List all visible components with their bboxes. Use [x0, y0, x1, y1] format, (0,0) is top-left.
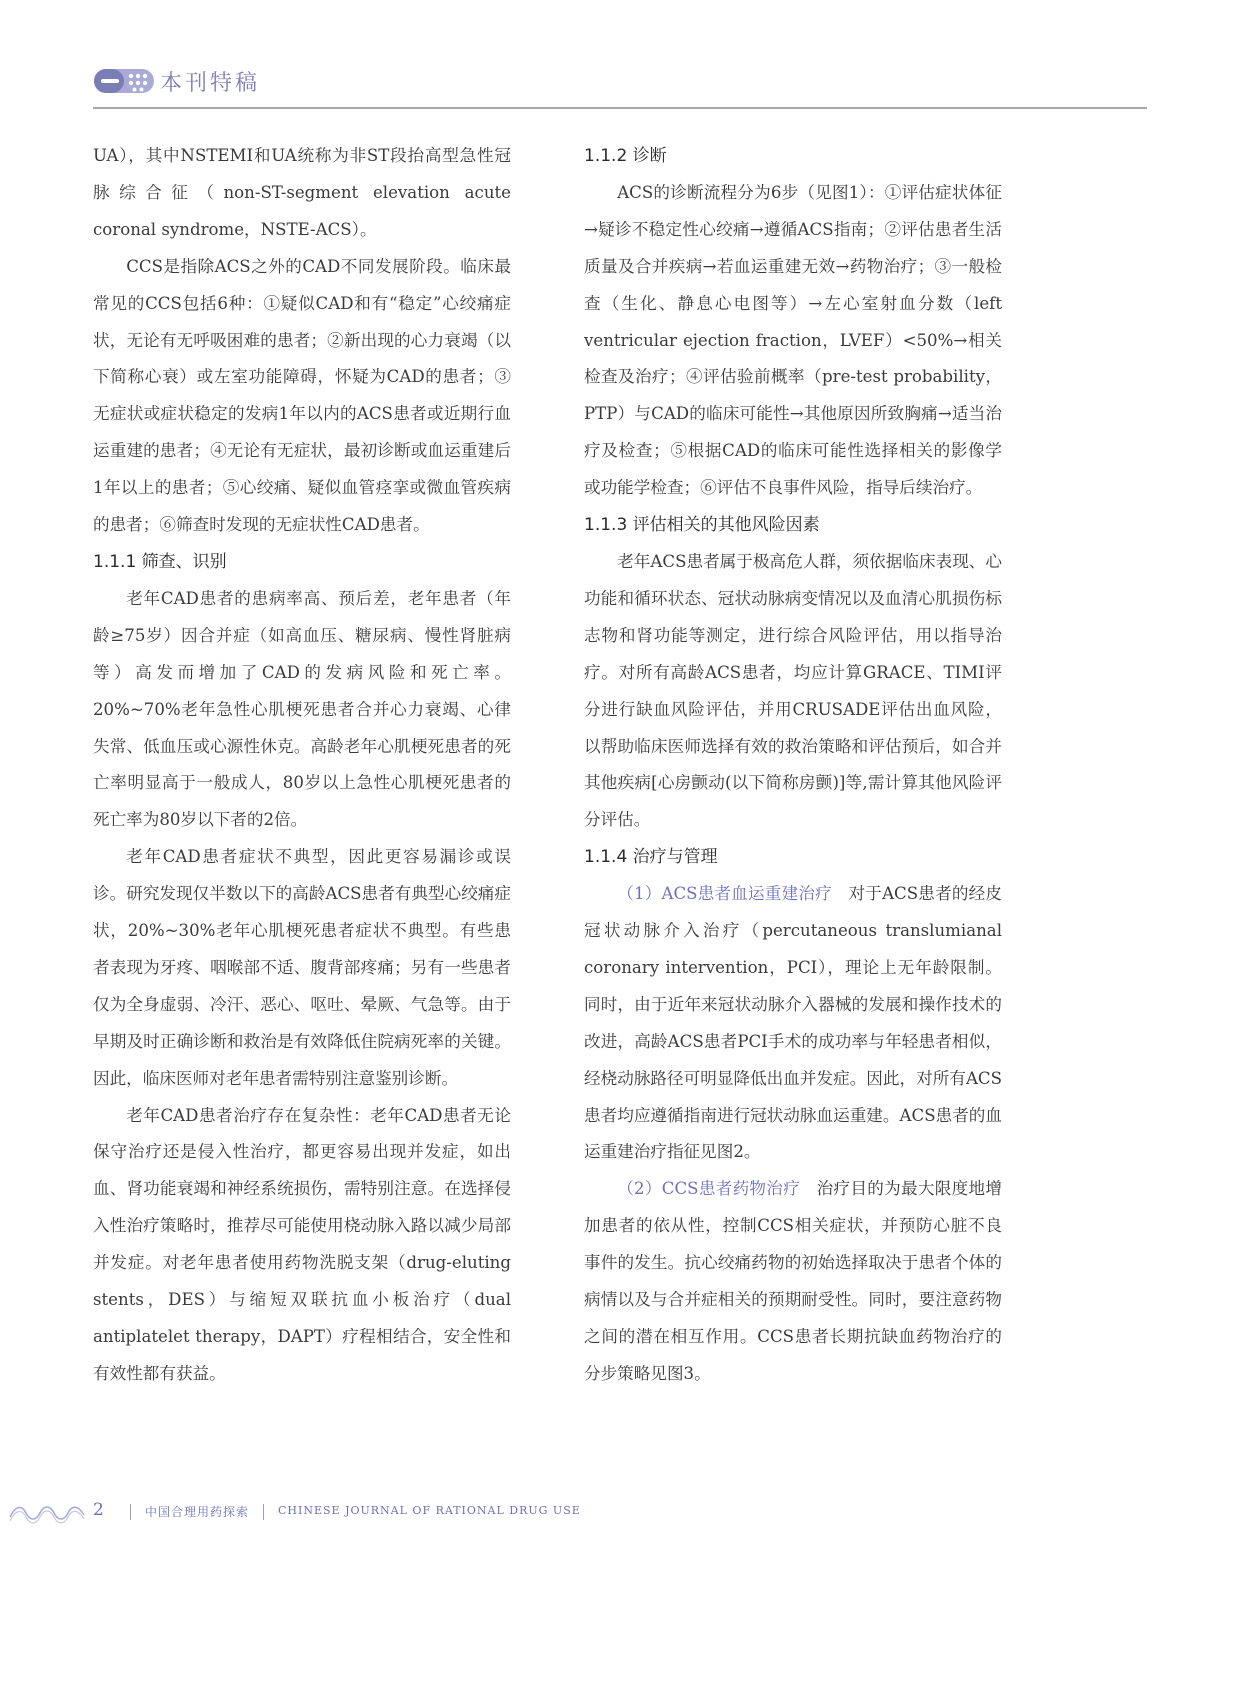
paragraph-text: CCS是指除ACS之外的CAD不同发展阶段。临床最常见的CCS包括6种：①疑似CAD和有“稳定”心绞痛症状，无论有无呼吸困难的患者；②新出现的心力衰竭（以下简称心衰）或左室功能障碍，怀疑为CAD的患者；③无症状或症状稳定的发病1年以内的ACS患者或近期行血运重建的患者；④无论有无症状，最初诊断或血运重建后1年以上的患者；⑤心绞痛、疑似血管痉挛或微血管疾病的患者；⑥筛查时发现的无症状性CAD患者。	[93, 256, 511, 535]
body-paragraph	[584, 1171, 1002, 1392]
page-footer	[0, 1498, 1147, 1528]
paragraph-text: 老年CAD患者治疗存在复杂性：老年CAD患者无论保守治疗还是侵入性治疗，都更容易出现并发症，如出血、肾功能衰竭和神经系统损伤，需特别注意。在选择侵入性治疗策略时，推荐尽可能使用桡动脉入路以减少局部并发症。对老年患者使用药物洗脱支架（drug-eluting stents，DES）与缩短双联抗血小板治疗（dual antiplatelet therapy，DAPT）疗程相结合，安全性和有效性都有获益。	[93, 1105, 511, 1383]
paragraph-text: 治疗目的为最大限度地增加患者的依从性，控制CCS相关症状，并预防心脏不良事件的发生。抗心绞痛药物的初始选择取决于患者个体的病情以及与合并症相关的预期耐受性。同时，要注意药物之间的潜在相互作用。CCS患者长期抗缺血药物治疗的分步策略见图3。	[584, 1179, 1002, 1383]
body-paragraph	[584, 876, 1002, 1171]
section-heading: 1.1.1 筛查、识别	[93, 551, 227, 572]
subheading-highlight: （2）CCS患者药物治疗	[617, 1179, 801, 1199]
section-heading: 1.1.3 评估相关的其他风险因素	[584, 515, 820, 536]
wave-ornament-icon	[8, 1502, 86, 1524]
body-paragraph	[93, 249, 511, 544]
page-number: 2	[93, 1500, 104, 1520]
footer-separator	[130, 1504, 131, 1520]
journal-name-cn: 中国合理用药探索	[145, 1505, 250, 1519]
journal-name-en: CHINESE JOURNAL OF RATIONAL DRUG USE	[278, 1504, 581, 1517]
paragraph-text: 对于ACS患者的经皮冠状动脉介入治疗（percutaneous translumianal coronary intervention，PCI），理论上无年龄限制。同时，由于近年来冠状动脉介入器械的发展和操作技术的改进，高龄ACS患者PCI手术的成功率与年轻患者相似，经桡动脉路径可明显降低出血并发症。因此，对所有ACS患者均应遵循指南进行冠状动脉血运重建。ACS患者的血运重建治疗指征见图2。	[584, 884, 1002, 1162]
section-heading: 1.1.2 诊断	[584, 146, 667, 166]
body-paragraph	[93, 581, 511, 839]
paragraph-text: 老年ACS患者属于极高危人群，须依据临床表现、心功能和循环状态、冠状动脉病变情况以及血清心肌损伤标志物和肾功能等测定，进行综合风险评估，用以指导治疗。对所有高龄ACS患者，均应计算GRACE、TIMI评分进行缺血风险评估，并用CRUSADE评估出血风险，以帮助临床医师选择有效的救治策略和评估预后，如合并其他疾病[心房颤动(以下简称房颤)]等,需计算其他风险评分评估。	[584, 551, 1002, 830]
right-column	[584, 138, 1002, 1393]
paragraph-text: UA），其中NSTEMI和UA统称为非ST段抬高型急性冠脉综合征（non-ST-segment elevation acute coronal syndrome，NSTE-ACS）。	[93, 146, 511, 239]
section-heading: 1.1.4 治疗与管理	[584, 847, 718, 868]
section-label: 本刊特稿	[160, 71, 261, 96]
header-divider	[93, 107, 1147, 109]
body-paragraph	[93, 138, 511, 249]
body-paragraph	[93, 839, 511, 1097]
paragraph-text: ACS的诊断流程分为6步（见图1）：①评估症状体征→疑诊不稳定性心绞痛→遵循ACS指南；②评估患者生活质量及合并疾病→若血运重建无效→药物治疗；③一般检查（生化、静息心电图等）→左心室射血分数（left ventricular ejection fraction，LVEF）<50%→相关检查及治疗；④评估验前概率（pre-test probability，PTP）与CAD的临床可能性→其他原因所致胸痛→适当治疗及检查；⑤根据CAD的临床可能性选择相关的影像学或功能学检查；⑥评估不良事件风险，指导后续治疗。	[584, 182, 1002, 498]
journal-logo-icon	[93, 66, 155, 96]
subheading-highlight: （1）ACS患者血运重建治疗	[617, 884, 832, 904]
left-column	[93, 138, 511, 1393]
footer-separator	[263, 1504, 264, 1520]
body-paragraph	[93, 1098, 511, 1393]
paragraph-text: 老年CAD患者的患病率高、预后差，老年患者（年龄≥75岁）因合并症（如高血压、糖尿病、慢性肾脏病等）高发而增加了CAD的发病风险和死亡率。20%~70%老年急性心肌梗死患者合并心力衰竭、心律失常、低血压或心源性休克。高龄老年心肌梗死患者的死亡率明显高于一般成人，80岁以上急性心肌梗死患者的死亡率为80岁以下者的2倍。	[93, 588, 511, 830]
paragraph-text: 老年CAD患者症状不典型，因此更容易漏诊或误诊。研究发现仅半数以下的高龄ACS患者有典型心绞痛症状，20%~30%老年心肌梗死患者症状不典型。有些患者表现为牙疼、咽喉部不适、腹背部疼痛；另有一些患者仅为全身虚弱、冷汗、恶心、呕吐、晕厥、气急等。由于早期及时正确诊断和救治是有效降低住院病死率的关键。因此，临床医师对老年患者需特别注意鉴别诊断。	[93, 847, 511, 1088]
page-header	[0, 0, 1147, 112]
body-paragraph	[584, 544, 1002, 839]
body-paragraph	[584, 175, 1002, 507]
